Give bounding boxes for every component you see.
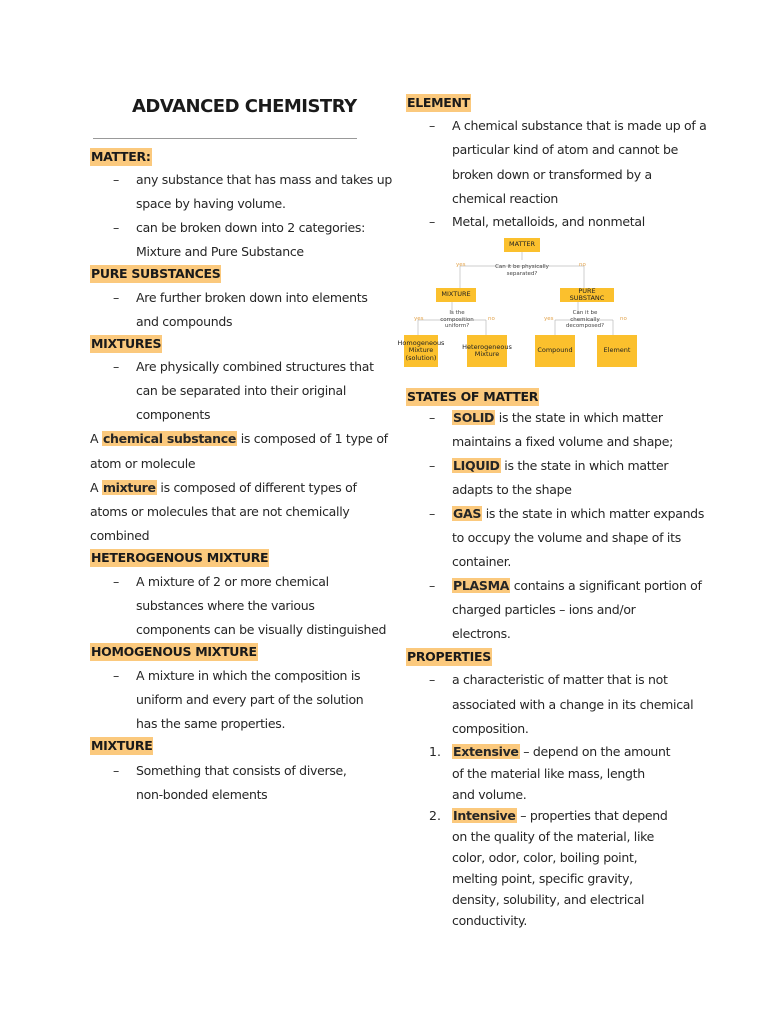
bullet-dash: –	[429, 214, 436, 229]
solid-line: maintains a fixed volume and shape;	[452, 434, 673, 449]
intensive-term: Intensive	[453, 808, 516, 823]
mixtures-line: components	[136, 407, 211, 422]
bullet-dash: –	[429, 578, 436, 593]
hetero-line: A mixture of 2 or more chemical	[136, 574, 329, 589]
intensive-line: on the quality of the material, like	[452, 829, 655, 844]
matter-heading: MATTER:	[91, 149, 151, 164]
diagram-no-label: no	[488, 316, 495, 322]
bullet-dash: –	[113, 668, 120, 683]
liquid-line: LIQUID is the state in which matter	[453, 458, 669, 473]
bullet-dash: –	[113, 172, 120, 187]
page-title: ADVANCED CHEMISTRY	[132, 96, 357, 117]
element-line: chemical reaction	[452, 191, 559, 206]
gas-term: GAS	[453, 506, 482, 521]
diagram-heterogeneous-box: Heterogeneous Mixture	[467, 335, 507, 367]
bullet-dash: –	[429, 458, 436, 473]
properties-heading: PROPERTIES	[407, 649, 491, 664]
list-number: 1.	[429, 744, 441, 759]
bullet-dash: –	[113, 359, 120, 374]
mixture-heading: MIXTURE	[91, 738, 153, 753]
homogenous-heading: HOMOGENOUS MIXTURE	[91, 644, 257, 659]
plasma-term: PLASMA	[453, 578, 510, 593]
properties-line: associated with a change in its chemical	[452, 697, 694, 712]
hetero-line: substances where the various	[136, 598, 315, 613]
bullet-dash: –	[429, 506, 436, 521]
element-line: A chemical substance that is made up of a	[452, 118, 707, 133]
homo-line: uniform and every part of the solution	[136, 692, 364, 707]
mixture-def-line: combined	[90, 528, 150, 543]
bullet-dash: –	[429, 118, 436, 133]
solid-line: SOLID is the state in which matter	[453, 410, 663, 425]
matter-classification-diagram	[397, 232, 640, 372]
bullet-dash: –	[113, 290, 120, 305]
intensive-line: color, odor, color, boiling point,	[452, 850, 638, 865]
heterogenous-heading: HETEROGENOUS MIXTURE	[91, 550, 269, 565]
extensive-line: Extensive – depend on the amount	[453, 744, 671, 759]
homo-line: has the same properties.	[136, 716, 286, 731]
intensive-line: melting point, specific gravity,	[452, 871, 633, 886]
chemical-substance-def-line: atom or molecule	[90, 456, 196, 471]
diagram-compound-box: Compound	[535, 335, 575, 367]
mixtures-line: can be separated into their original	[136, 383, 347, 398]
diagram-yes-label: yes	[544, 316, 554, 322]
properties-line: a characteristic of matter that is not	[452, 672, 668, 687]
chemical-substance-def: A chemical substance is composed of 1 type of	[90, 431, 388, 446]
gas-line: container.	[452, 554, 512, 569]
plasma-line: PLASMA contains a significant portion of	[453, 578, 702, 593]
bullet-dash: –	[113, 220, 120, 235]
diagram-yes-label: yes	[414, 316, 424, 322]
matter-line: any substance that has mass and takes up	[136, 172, 392, 187]
gas-line: to occupy the volume and shape of its	[452, 530, 681, 545]
diagram-element-box: Element	[597, 335, 637, 367]
diagram-no-label: no	[579, 262, 586, 268]
mixture-def-line: atoms or molecules that are not chemically	[90, 504, 350, 519]
extensive-term: Extensive	[453, 744, 519, 759]
states-heading: STATES OF MATTER	[407, 389, 539, 404]
element-line: Metal, metalloids, and nonmetal	[452, 214, 645, 229]
solid-term: SOLID	[453, 410, 495, 425]
mixture2-line: Something that consists of diverse,	[136, 763, 347, 778]
mixture-term: mixture	[102, 480, 156, 495]
diagram-homogeneous-box: Homogeneous Mixture (solution)	[404, 335, 438, 367]
bullet-dash: –	[429, 410, 436, 425]
gas-line: GAS is the state in which matter expands	[453, 506, 705, 521]
diagram-matter-box: MATTER	[504, 238, 540, 252]
extensive-line: of the material like mass, length	[452, 766, 645, 781]
element-heading: ELEMENT	[407, 95, 470, 110]
mixtures-heading: MIXTURES	[91, 336, 162, 351]
element-line: broken down or transformed by a	[452, 167, 652, 182]
matter-line: Mixture and Pure Substance	[136, 244, 304, 259]
diagram-no-label: no	[620, 316, 627, 322]
diagram-question-separated: Can it be physically separated?	[495, 264, 549, 277]
bullet-dash: –	[113, 574, 120, 589]
properties-line: composition.	[452, 721, 529, 736]
diagram-mixture-box: MIXTURE	[436, 288, 476, 302]
liquid-term: LIQUID	[453, 458, 500, 473]
matter-line: can be broken down into 2 categories:	[136, 220, 366, 235]
list-number: 2.	[429, 808, 441, 823]
hetero-line: components can be visually distinguished	[136, 622, 387, 637]
matter-line: space by having volume.	[136, 196, 286, 211]
element-line: particular kind of atom and cannot be	[452, 142, 678, 157]
extensive-line: and volume.	[452, 787, 527, 802]
homo-line: A mixture in which the composition is	[136, 668, 361, 683]
liquid-line: adapts to the shape	[452, 482, 572, 497]
mixtures-line: Are physically combined structures that	[136, 359, 374, 374]
pure-line: Are further broken down into elements	[136, 290, 368, 305]
mixture-def: A mixture is composed of different types of	[90, 480, 357, 495]
pure-line: and compounds	[136, 314, 233, 329]
plasma-line: charged particles – ions and/or	[452, 602, 636, 617]
mixture2-line: non-bonded elements	[136, 787, 268, 802]
chemical-substance-term: chemical substance	[102, 431, 237, 446]
diagram-yes-label: yes	[456, 262, 466, 268]
diagram-question-decomposed: Can it be chemically decomposed?	[565, 310, 605, 329]
intensive-line: conductivity.	[452, 913, 528, 928]
plasma-line: electrons.	[452, 626, 511, 641]
diagram-question-uniform: Is the composition uniform?	[440, 310, 474, 329]
bullet-dash: –	[429, 672, 436, 687]
title-divider	[93, 138, 357, 139]
diagram-pure-substance-box: PURE SUBSTANC	[560, 288, 614, 302]
intensive-line: density, solubility, and electrical	[452, 892, 645, 907]
bullet-dash: –	[113, 763, 120, 778]
pure-substances-heading: PURE SUBSTANCES	[91, 266, 221, 281]
intensive-line: Intensive – properties that depend	[453, 808, 668, 823]
